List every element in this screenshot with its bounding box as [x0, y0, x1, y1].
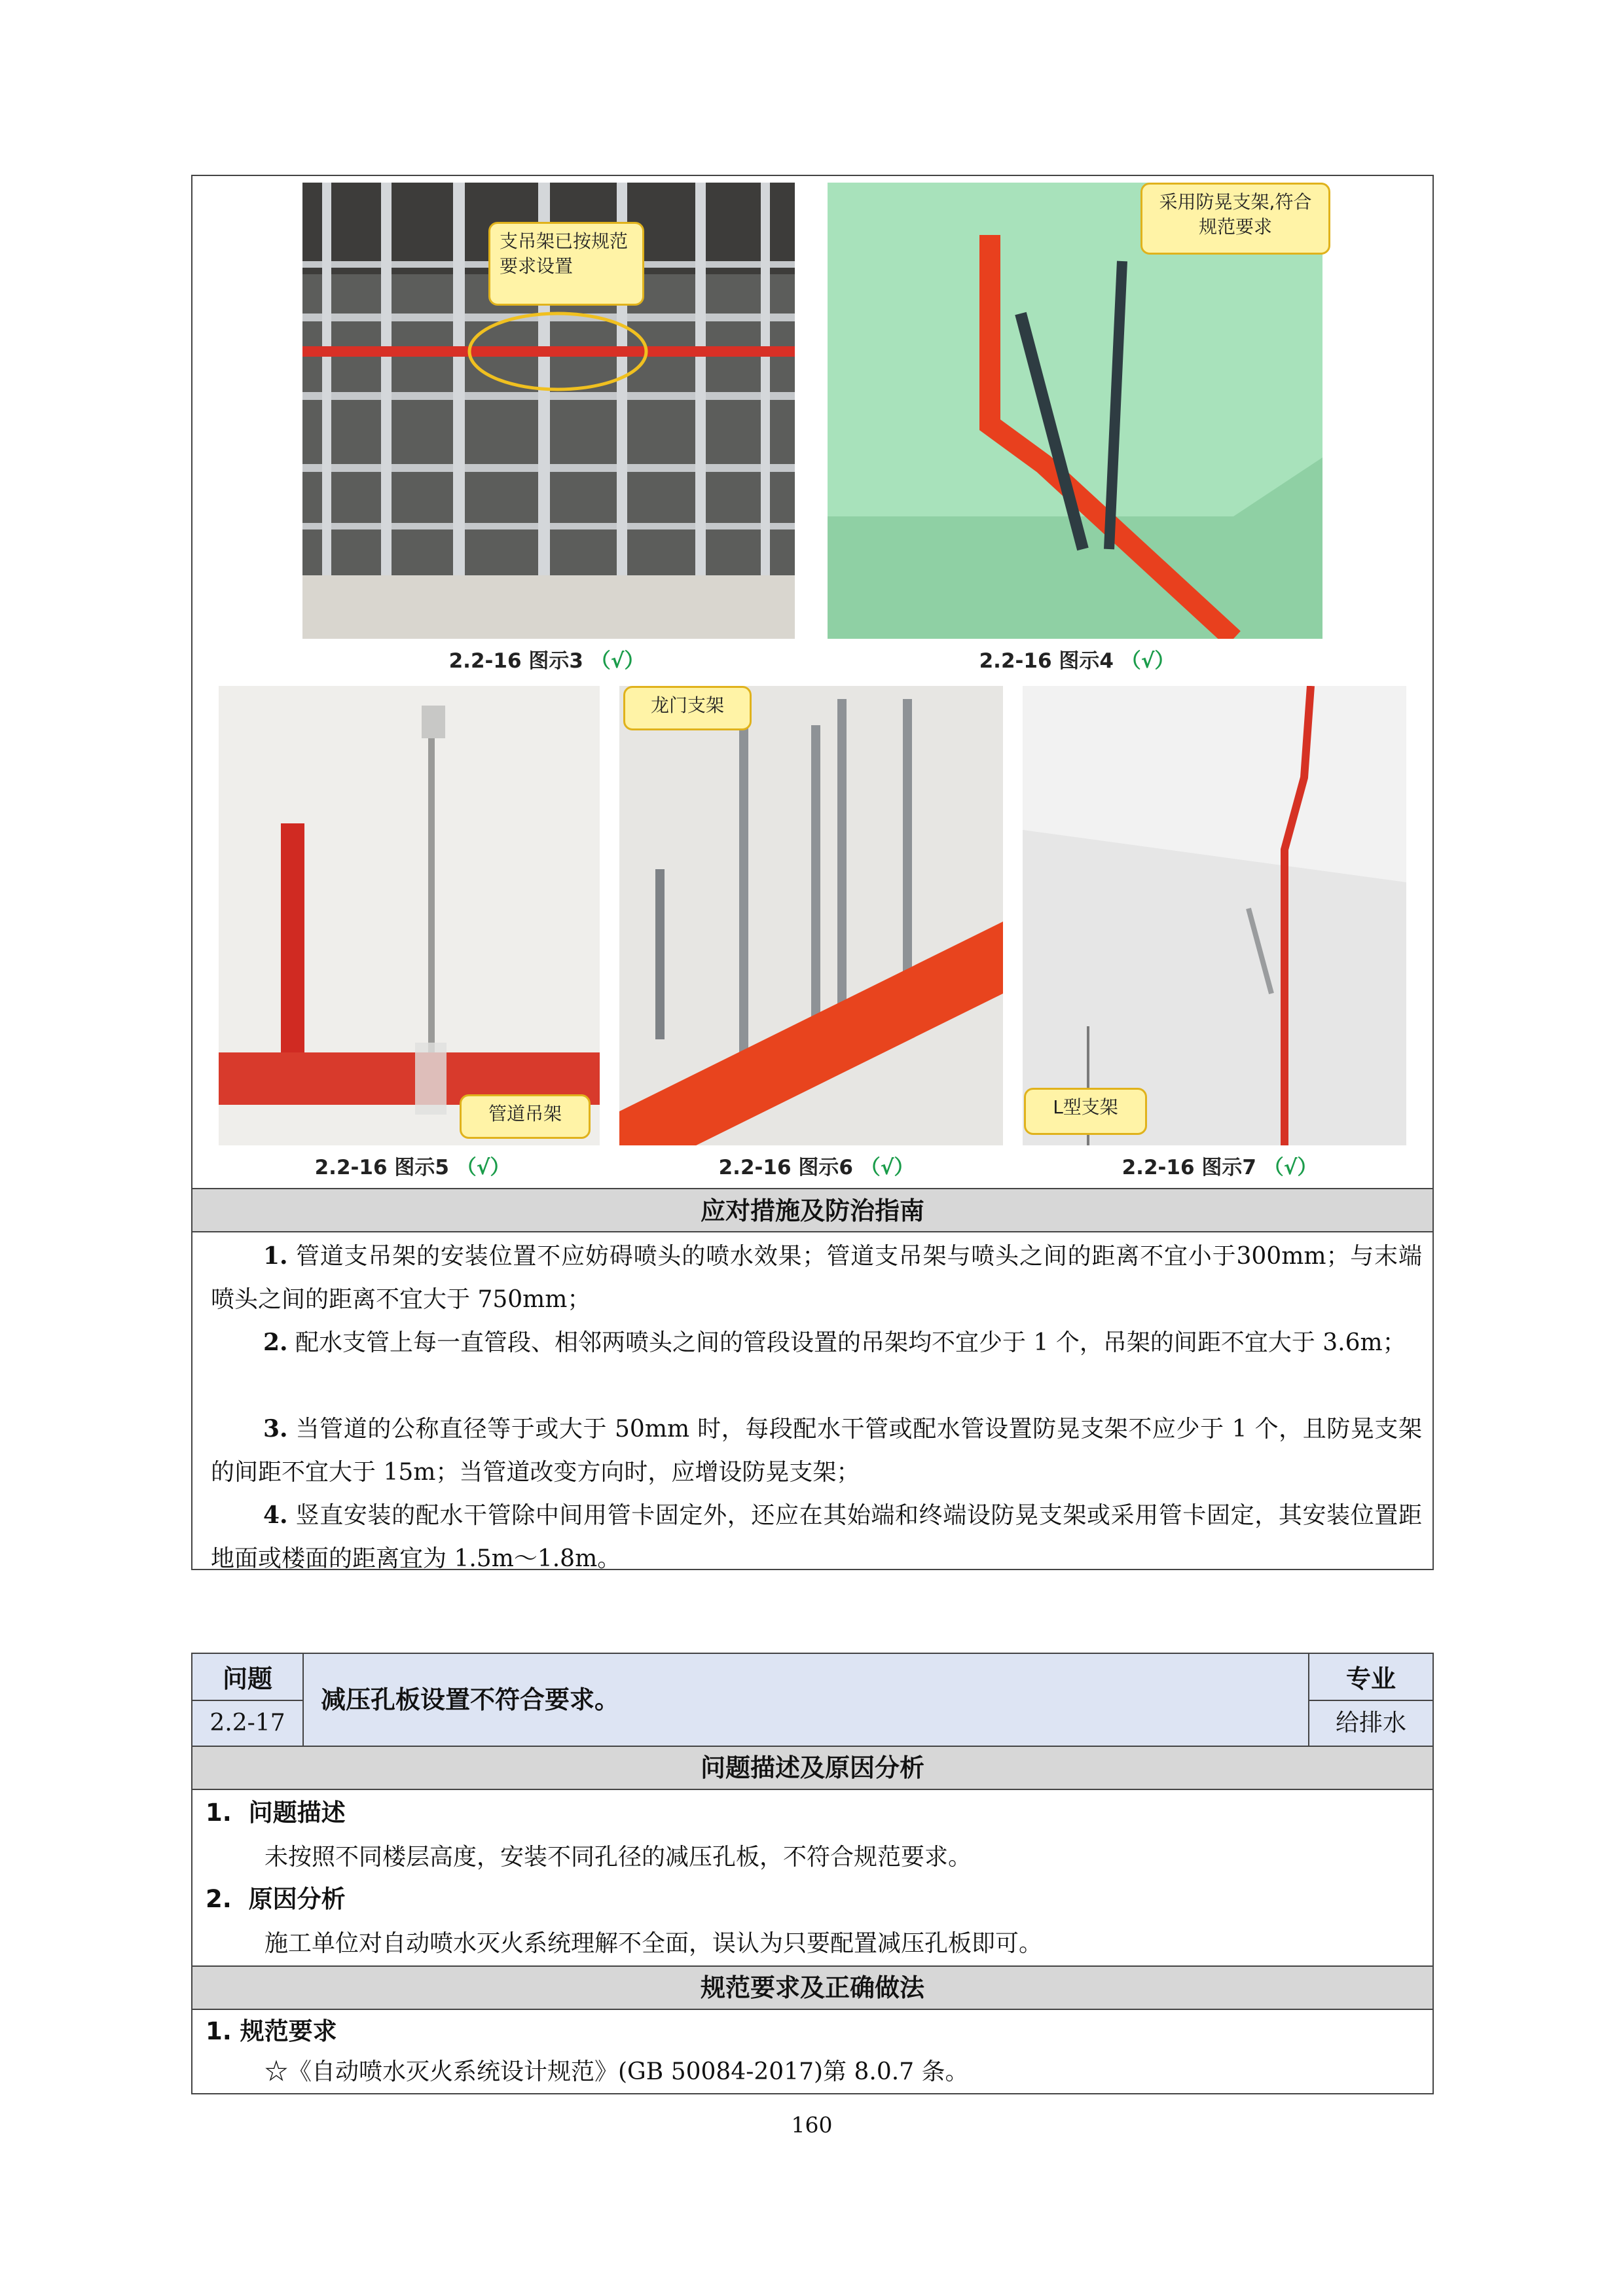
norm-heading: 规范要求及正确做法 [192, 1967, 1432, 2009]
caption-photo-6-label: 2.2-16 图示6 [718, 1156, 853, 1179]
callout-photo-5: 管道吊架 [460, 1094, 591, 1139]
cause-title: 2. 原因分析 [206, 1885, 346, 1913]
measure-item-3-text: 当管道的公称直径等于或大于 50mm 时，每段配水干管或配水管设置防晃支架不应少于 1 个，且防晃支架的间距不宜大于 15m；当管道改变方向时，应增设防晃支架； [211, 1416, 1422, 1486]
caption-photo-3 [393, 644, 701, 673]
caption-photo-5-check: （√） [456, 1156, 511, 1179]
norm-text: ☆《自动喷水灭火系统设计规范》(GB 50084-2017)第 8.0.7 条。 [264, 2058, 969, 2085]
caption-photo-6 [663, 1151, 970, 1180]
caption-photo-3-check: （√） [590, 649, 645, 673]
desc-text: 未按照不同楼层高度，安装不同孔径的减压孔板，不符合规范要求。 [264, 1844, 972, 1871]
page-number: 160 [791, 2112, 833, 2138]
photo-7-l-bracket [1023, 686, 1406, 1145]
measure-item-1-num: 1. [263, 1242, 288, 1270]
specialty-label: 专业 [1345, 1664, 1396, 1693]
measure-item-1-text: 管道支吊架的安装位置不应妨碍喷头的喷水效果；管道支吊架与喷头之间的距离不宜小于300mm；与末端喷头之间的距离不宜大于 750mm； [211, 1243, 1422, 1313]
caption-photo-7-label: 2.2-16 图示7 [1122, 1156, 1256, 1179]
analysis-heading: 问题描述及原因分析 [192, 1747, 1432, 1789]
caption-photo-5 [259, 1151, 566, 1180]
caption-photo-7-check: （√） [1263, 1156, 1318, 1179]
desc-title: 1. 问题描述 [206, 1799, 346, 1827]
measure-item-2 [211, 1321, 1422, 1365]
photo-6-gantry-bracket [619, 686, 1003, 1145]
specialty-value: 给排水 [1335, 1710, 1406, 1736]
problem-code: 2.2-17 [210, 1710, 285, 1736]
caption-photo-4-check: （√） [1120, 649, 1175, 673]
problem-label: 问题 [222, 1664, 272, 1693]
callout-photo-4: 采用防晃支架,符合规范要求 [1140, 183, 1330, 255]
measure-item-4-text: 竖直安装的配水干管除中间用管卡固定外，还应在其始端和终端设防晃支架或采用管卡固定，其安装位置距地面或楼面的距离宜为 1.5m～1.8m。 [211, 1502, 1422, 1572]
norm-title: 1. 规范要求 [206, 2017, 337, 2045]
measure-item-2-text: 配水支管上每一直管段、相邻两喷头之间的管段设置的吊架均不宜少于 1 个，吊架的间距不宜大于 3.6m； [295, 1329, 1406, 1356]
measure-item-4-num: 4. [263, 1501, 288, 1529]
problem-title: 减压孔板设置不符合要求。 [321, 1685, 620, 1714]
cause-text: 施工单位对自动喷水灭火系统理解不全面，误认为只要配置减压孔板即可。 [264, 1930, 1043, 1957]
caption-photo-4-label: 2.2-16 图示4 [979, 649, 1114, 673]
callout-photo-3: 支吊架已按规范要求设置 [488, 222, 644, 306]
measure-item-3-num: 3. [263, 1415, 288, 1443]
measure-item-2-num: 2. [263, 1329, 288, 1356]
caption-photo-3-label: 2.2-16 图示3 [448, 649, 583, 673]
caption-photo-4 [923, 644, 1231, 673]
caption-photo-6-check: （√） [860, 1156, 915, 1179]
measure-item-1 [211, 1234, 1422, 1321]
callout-photo-7: L型支架 [1024, 1088, 1147, 1135]
caption-photo-7 [1066, 1151, 1374, 1180]
measure-item-4 [211, 1494, 1422, 1581]
measure-item-3 [211, 1407, 1422, 1494]
photo-5-pipe-hanger [219, 686, 600, 1145]
callout-photo-6: 龙门支架 [623, 686, 752, 730]
measures-heading: 应对措施及防治指南 [192, 1189, 1432, 1232]
caption-photo-5-label: 2.2-16 图示5 [314, 1156, 449, 1179]
